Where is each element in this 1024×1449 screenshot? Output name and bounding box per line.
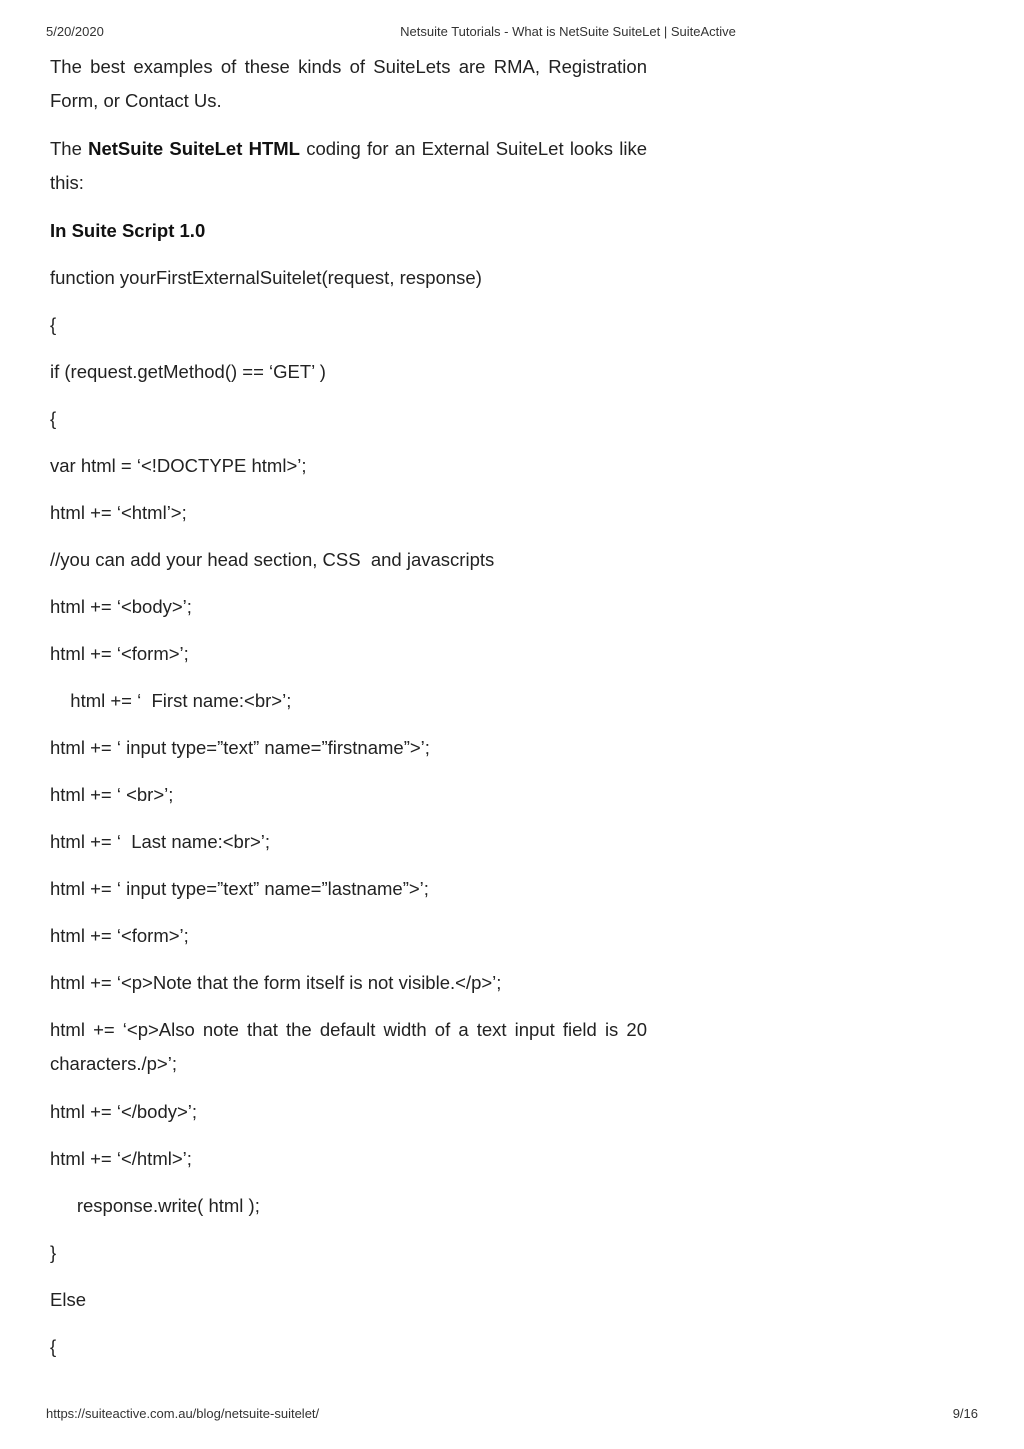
- code-line: response.write( html );: [46, 1195, 260, 1216]
- code-line: html += ‘ input type=”text” name=”lastname”>’;: [50, 878, 429, 899]
- code-line: {: [50, 1336, 57, 1357]
- code-line: html += ‘<html’>;: [50, 502, 187, 523]
- code-line: html += ‘ <br>’;: [50, 784, 174, 805]
- print-header: [0, 24, 1024, 44]
- code-line: Else: [50, 1289, 86, 1310]
- page-number: 9/16: [952, 1406, 978, 1421]
- code-line: html += ‘ Last name:<br>’;: [50, 831, 271, 852]
- code-line: }: [50, 1242, 57, 1263]
- code-line: html += ‘</html>’;: [50, 1148, 192, 1169]
- section-heading: [50, 214, 205, 248]
- paragraph-coding-intro-post: coding for an External SuiteLet looks like this:: [50, 138, 647, 193]
- code-line: html += ‘<p>Note that the form itself is not visible.</p>’;: [50, 972, 502, 993]
- code-line: //you can add your head section, CSS and javascripts: [50, 549, 495, 570]
- code-line: {: [50, 314, 57, 335]
- print-date: 5/20/2020: [46, 24, 104, 39]
- section-heading-text: In Suite Script 1.0: [50, 220, 206, 241]
- print-title: Netsuite Tutorials - What is NetSuite SuiteLet | SuiteActive: [400, 24, 736, 39]
- code-line: html += ‘<form>’;: [50, 643, 189, 664]
- code-line: var html = ‘<!DOCTYPE html>’;: [50, 455, 307, 476]
- print-footer: [0, 1406, 1024, 1426]
- code-line-wrapped: html += ‘<p>Also note that the default width of a text input field is 20 characters./p>’;: [50, 1019, 647, 1074]
- paragraph-coding-intro-pre: The: [50, 138, 89, 159]
- page-url: https://suiteactive.com.au/blog/netsuite-suitelet/: [46, 1406, 320, 1421]
- code-line: html += ‘</body>’;: [50, 1101, 198, 1122]
- code-line: html += ‘<body>’;: [50, 596, 192, 617]
- paragraph-coding-intro: [50, 132, 647, 200]
- code-line: html += ‘ input type=”text” name=”firstname”>’;: [50, 737, 430, 758]
- netsuite-suitelet-html-bold: NetSuite SuiteLet HTML: [88, 138, 300, 159]
- code-line: html += ‘ First name:<br>’;: [60, 690, 292, 711]
- paragraph-examples: The best examples of these kinds of SuiteLets are RMA, Registration Form, or Contact Us.: [50, 56, 647, 111]
- code-line: function yourFirstExternalSuitelet(request, response): [50, 267, 482, 288]
- code-line: {: [50, 408, 57, 429]
- code-line: if (request.getMethod() == ‘GET’ ): [50, 361, 326, 382]
- code-line: html += ‘<form>’;: [50, 925, 189, 946]
